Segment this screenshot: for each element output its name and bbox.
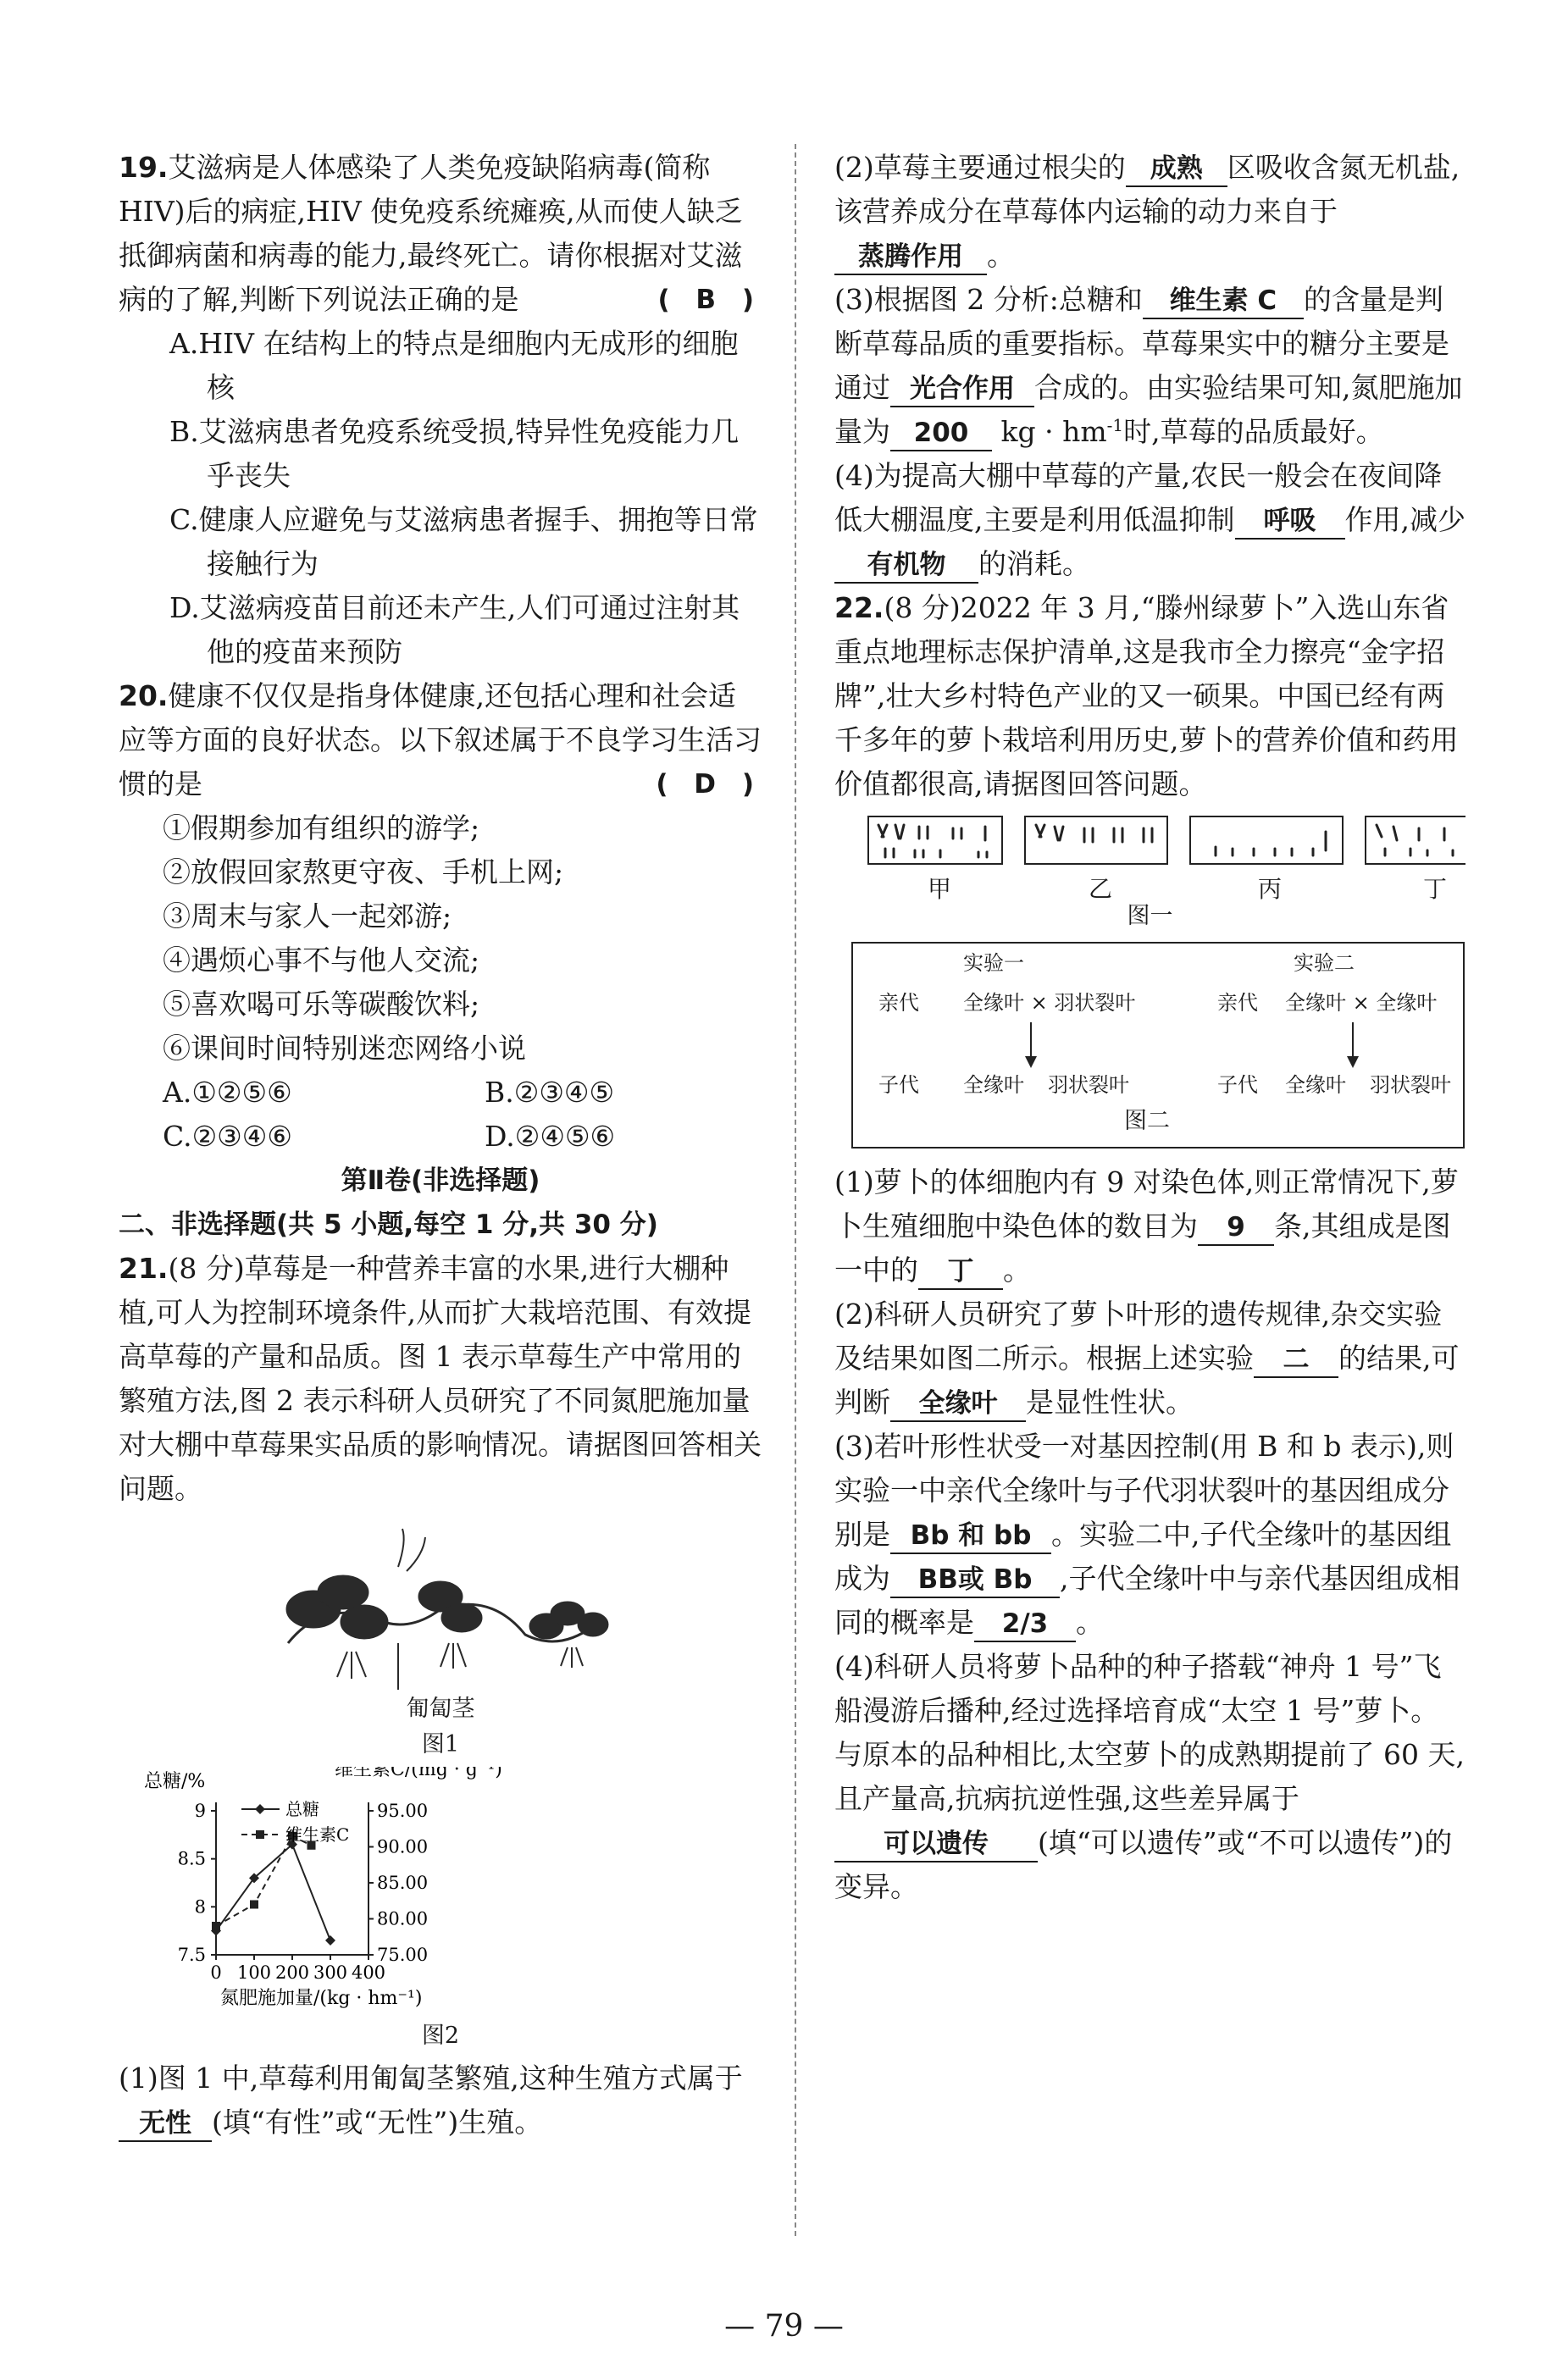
q21-part-3 (834, 278, 1465, 454)
text: (3)若叶形性状受一对基因控制(用 B 和 b 表示),则实验一中亲代全缘叶与子代羽状裂叶的基因组成分别是 (834, 1430, 1454, 1551)
question-21 (119, 1247, 762, 1511)
legend-label-total-sugar: 总糖 (285, 1799, 319, 1819)
q21-part-1 (119, 2056, 762, 2145)
answer-blank: BB或 Bb (890, 1563, 1060, 1598)
text: (3)根据图 2 分析:总糖和 (834, 283, 1143, 316)
text: (填“有性”或“无性”)生殖。 (212, 2106, 543, 2139)
text: 的结果,可判断 (834, 1342, 1460, 1419)
answer-choice: ( B ) (657, 285, 762, 315)
question-stem: (8 分)草莓是一种营养丰富的水果,进行大棚种植,可人为控制环境条件,从而扩大栽培范围、有效提高草莓的产量和品质。图 1 表示草莓生产中常用的繁殖方法,图 2 表示科研人员研究了不同氮肥施加量对大棚中草莓果实品质的影响情况。请据图回答相关问题。 (119, 1252, 762, 1505)
text: 区吸收含氮无机盐,该营养成分在草莓体内运输的动力来自于 (834, 151, 1460, 228)
data-point-vitamin-c (250, 1901, 258, 1909)
answer-blank: 光合作用 (890, 372, 1034, 407)
answer-blank: 全缘叶 (890, 1386, 1026, 1422)
text: (1)图 1 中,草莓利用匍匐茎繁殖,这种生殖方式属于 (119, 2062, 743, 2095)
text: 是显性性状。 (1026, 1386, 1194, 1419)
answer-blank: 可以遗传 (834, 1827, 1038, 1862)
list-item: ①假期参加有组织的游学; (163, 811, 480, 844)
y-left-tick-label: 9 (194, 1801, 206, 1821)
exp2-child-2: 羽状裂叶 (1370, 1073, 1451, 1097)
figure-2 (119, 1767, 762, 2021)
y-right-tick-label: 80.00 (377, 1908, 429, 1929)
option-c: C.②③④⑥ (163, 1120, 292, 1153)
x-tick-label: 400 (351, 1962, 386, 1983)
question-stem: (8 分)2022 年 3 月,“滕州绿萝卜”入选山东省重点地理标志保护清单,这是我市全力擦亮“金字招牌”,壮大乡村特色产业的又一硕果。中国已经有两千多年的萝卜栽培利用历史,萝卜的营养价值和药用价值都很高,请据图回答问题。 (834, 591, 1459, 800)
section-heading: 二、非选择题(共 5 小题,每空 1 分,共 30 分) (119, 1209, 658, 1240)
q21-part-4 (834, 454, 1465, 586)
q22-part-2 (834, 1292, 1465, 1425)
option-b: B.艾滋病患者免疫系统受损,特异性免疫能力几乎丧失 (169, 415, 740, 492)
y-left-tick-label: 8.5 (177, 1848, 206, 1869)
legend-marker-total-sugar (255, 1804, 265, 1814)
parent-label: 亲代 (1217, 991, 1258, 1015)
list-item: ⑤喜欢喝可乐等碳酸饮料; (163, 988, 480, 1021)
arrows (853, 1016, 1463, 1075)
text: 时,草莓的品质最好。 (1123, 415, 1384, 448)
x-tick-label: 300 (313, 1962, 348, 1983)
answer-blank: 二 (1254, 1342, 1338, 1378)
nitrogen-chart (119, 1767, 762, 2021)
answer-blank: 呼吸 (1235, 504, 1345, 540)
question-22 (834, 586, 1465, 806)
question-number: 22. (834, 591, 884, 624)
answer-blank: 蒸腾作用 (834, 240, 987, 275)
answer-blank: 成熟 (1126, 152, 1227, 187)
unit-exponent: -1 (1106, 415, 1124, 435)
q22-part-4 (834, 1645, 1465, 1909)
question-number: 21. (119, 1252, 169, 1285)
text: (4)为提高大棚中草莓的产量,农民一般会在夜间降低大棚温度,主要是利用低温抑制 (834, 459, 1443, 536)
answer-blank: 200 (890, 416, 992, 451)
text: 。 (1076, 1606, 1104, 1639)
question-19 (119, 146, 762, 322)
list-item: ⑥课间时间特别迷恋网络小说 (163, 1032, 526, 1065)
option-c: C.健康人应避免与艾滋病患者握手、拥抱等日常接触行为 (169, 503, 758, 580)
answer-blank: 无性 (119, 2106, 212, 2142)
chromosome-sets (834, 815, 1465, 867)
label-bing: 丙 (1258, 875, 1283, 903)
answer-blank: 有机物 (834, 548, 978, 584)
left-column (119, 146, 762, 2145)
exp1-parents: 全缘叶 × 羽状裂叶 (963, 991, 1136, 1015)
figure-1 (119, 1516, 762, 1694)
answer-blank: 2/3 (974, 1607, 1076, 1642)
y-right-tick-label: 90.00 (377, 1836, 429, 1857)
exp2-parents: 全缘叶 × 全缘叶 (1285, 991, 1438, 1015)
text: 合成的。由实验结果可知,氮肥施加量为 (834, 371, 1463, 448)
y-right-tick-label: 85.00 (377, 1873, 429, 1893)
y-left-tick-label: 8 (194, 1896, 206, 1918)
x-tick-label: 200 (274, 1962, 310, 1983)
child-label: 子代 (878, 1073, 919, 1097)
text: (4)科研人员将萝卜品种的种子搭载“神舟 1 号”飞船漫游后播种,经过选择培育成“太空 1 号”萝卜。与原本的品种相比,太空萝卜的成熟期提前了 60 天,且产量高,抗病抗逆性强,这些差异属于 (834, 1650, 1465, 1815)
answer-blank: 9 (1198, 1210, 1274, 1246)
exp2-title: 实验二 (1294, 951, 1355, 975)
figure-caption: 图二 (1124, 1108, 1170, 1134)
answer-blank: Bb 和 bb (890, 1519, 1051, 1554)
text: 。实验二中,子代全缘叶的基因组成为 (834, 1518, 1452, 1595)
x-axis-title: 氮肥施加量/(kg · hm⁻¹) (220, 1988, 423, 2009)
exp1-child-2: 羽状裂叶 (1048, 1073, 1129, 1097)
chromosome-labels (834, 867, 1465, 901)
exp1-title: 实验一 (963, 951, 1024, 975)
x-tick-label: 0 (210, 1962, 222, 1983)
figure-caption: 图1 (421, 1731, 460, 1757)
question-20 (119, 674, 762, 806)
column-divider (795, 144, 796, 2236)
right-column (834, 146, 1465, 1909)
option-d: D.②④⑤⑥ (485, 1120, 616, 1153)
cross-experiment-figure (851, 942, 1465, 1148)
list-item: ②放假回家熬更守夜、手机上网; (163, 855, 564, 888)
list-item: ④遇烦心事不与他人交流; (163, 944, 480, 977)
y-right-tick-label: 95.00 (377, 1801, 429, 1821)
figure-label: 匍匐茎 (406, 1696, 475, 1722)
text: 条,其组成是图一中的 (834, 1209, 1451, 1287)
text: 的含量是判断草莓品质的重要指标。草莓果实中的糖分主要是通过 (834, 283, 1449, 404)
q22-part-1 (834, 1160, 1465, 1292)
answer-blank: 丁 (918, 1254, 1003, 1290)
option-a: A.HIV 在结构上的特点是细胞内无成形的细胞核 (169, 327, 739, 404)
section-title: 第Ⅱ卷(非选择题) (341, 1165, 540, 1196)
x-tick-label: 100 (236, 1962, 272, 1983)
options-row (119, 1071, 762, 1115)
data-point-total-sugar (325, 1935, 335, 1946)
option-b: B.②③④⑤ (485, 1076, 615, 1109)
figure-caption: 图一 (1127, 903, 1173, 929)
text: (填“可以遗传”或“不可以遗传”)的变异。 (834, 1826, 1453, 1903)
parent-label: 亲代 (878, 991, 919, 1015)
text: (2)科研人员研究了萝卜叶形的遗传规律,杂交实验及结果如图二所示。根据上述实验 (834, 1298, 1443, 1375)
exp2-child-1: 全缘叶 (1285, 1073, 1346, 1097)
child-label: 子代 (1217, 1073, 1258, 1097)
question-stem: 艾滋病是人体感染了人类免疫缺陷病毒(简称 HIV)后的病症,HIV 使免疫系统瘫痪,从而使人缺乏抵御病菌和病毒的能力,最终死亡。请你根据对艾滋病的了解,判断下列说法正确的是 (119, 151, 743, 316)
data-point-vitamin-c (212, 1922, 220, 1930)
question-stem: 健康不仅仅是指身体健康,还包括心理和社会适应等方面的良好状态。以下叙述属于不良学习生活习惯的是 (119, 679, 762, 800)
list-item: ③周末与家人一起郊游; (163, 899, 452, 933)
legend-marker-vitamin-c (256, 1830, 264, 1839)
text: 的消耗。 (978, 547, 1090, 580)
label-jia: 甲 (928, 875, 952, 903)
text: 。 (1003, 1254, 1031, 1287)
text: (1)萝卜的体细胞内有 9 对染色体,则正常情况下,萝卜生殖细胞中染色体的数目为 (834, 1165, 1459, 1243)
options-row (119, 1115, 762, 1159)
y-right-tick-label: 75.00 (377, 1945, 429, 1965)
answer-choice: ( D ) (656, 769, 762, 800)
q21-part-2 (834, 146, 1465, 278)
chromosome-figure (834, 815, 1465, 867)
exp1-child-1: 全缘叶 (963, 1073, 1024, 1097)
text: 。 (987, 239, 1015, 272)
label-ding: 丁 (1423, 875, 1448, 903)
label-yi: 乙 (1089, 875, 1113, 903)
chart-caption: 图2 (421, 2023, 460, 2049)
legend-label-vitamin-c: 维生素C (285, 1824, 350, 1845)
y-axis-right-title: 维生素C/(mg · g⁻¹) (335, 1767, 502, 1780)
option-d: D.艾滋病疫苗目前还未产生,人们可通过注射其他的疫苗来预防 (169, 591, 740, 668)
q22-part-3 (834, 1425, 1465, 1645)
y-axis-left-title: 总糖/% (144, 1771, 206, 1792)
series-line-total-sugar (216, 1845, 330, 1940)
text: (2)草莓主要通过根尖的 (834, 151, 1126, 184)
series-line-vitamin-c (216, 1836, 312, 1926)
text: 作用,减少 (1344, 503, 1465, 536)
unit: kg · hm (1000, 415, 1107, 448)
text: ,子代全缘叶中与亲代基因组成相同的概率是 (834, 1562, 1460, 1639)
question-number: 19. (119, 151, 169, 184)
answer-blank: 维生素 C (1143, 284, 1304, 319)
page-number: — 79 — (724, 2309, 844, 2344)
strawberry-plant-illustration (119, 1516, 762, 1694)
option-a: A.①②⑤⑥ (163, 1076, 292, 1109)
question-number: 20. (119, 679, 169, 712)
y-left-tick-label: 7.5 (177, 1945, 206, 1965)
